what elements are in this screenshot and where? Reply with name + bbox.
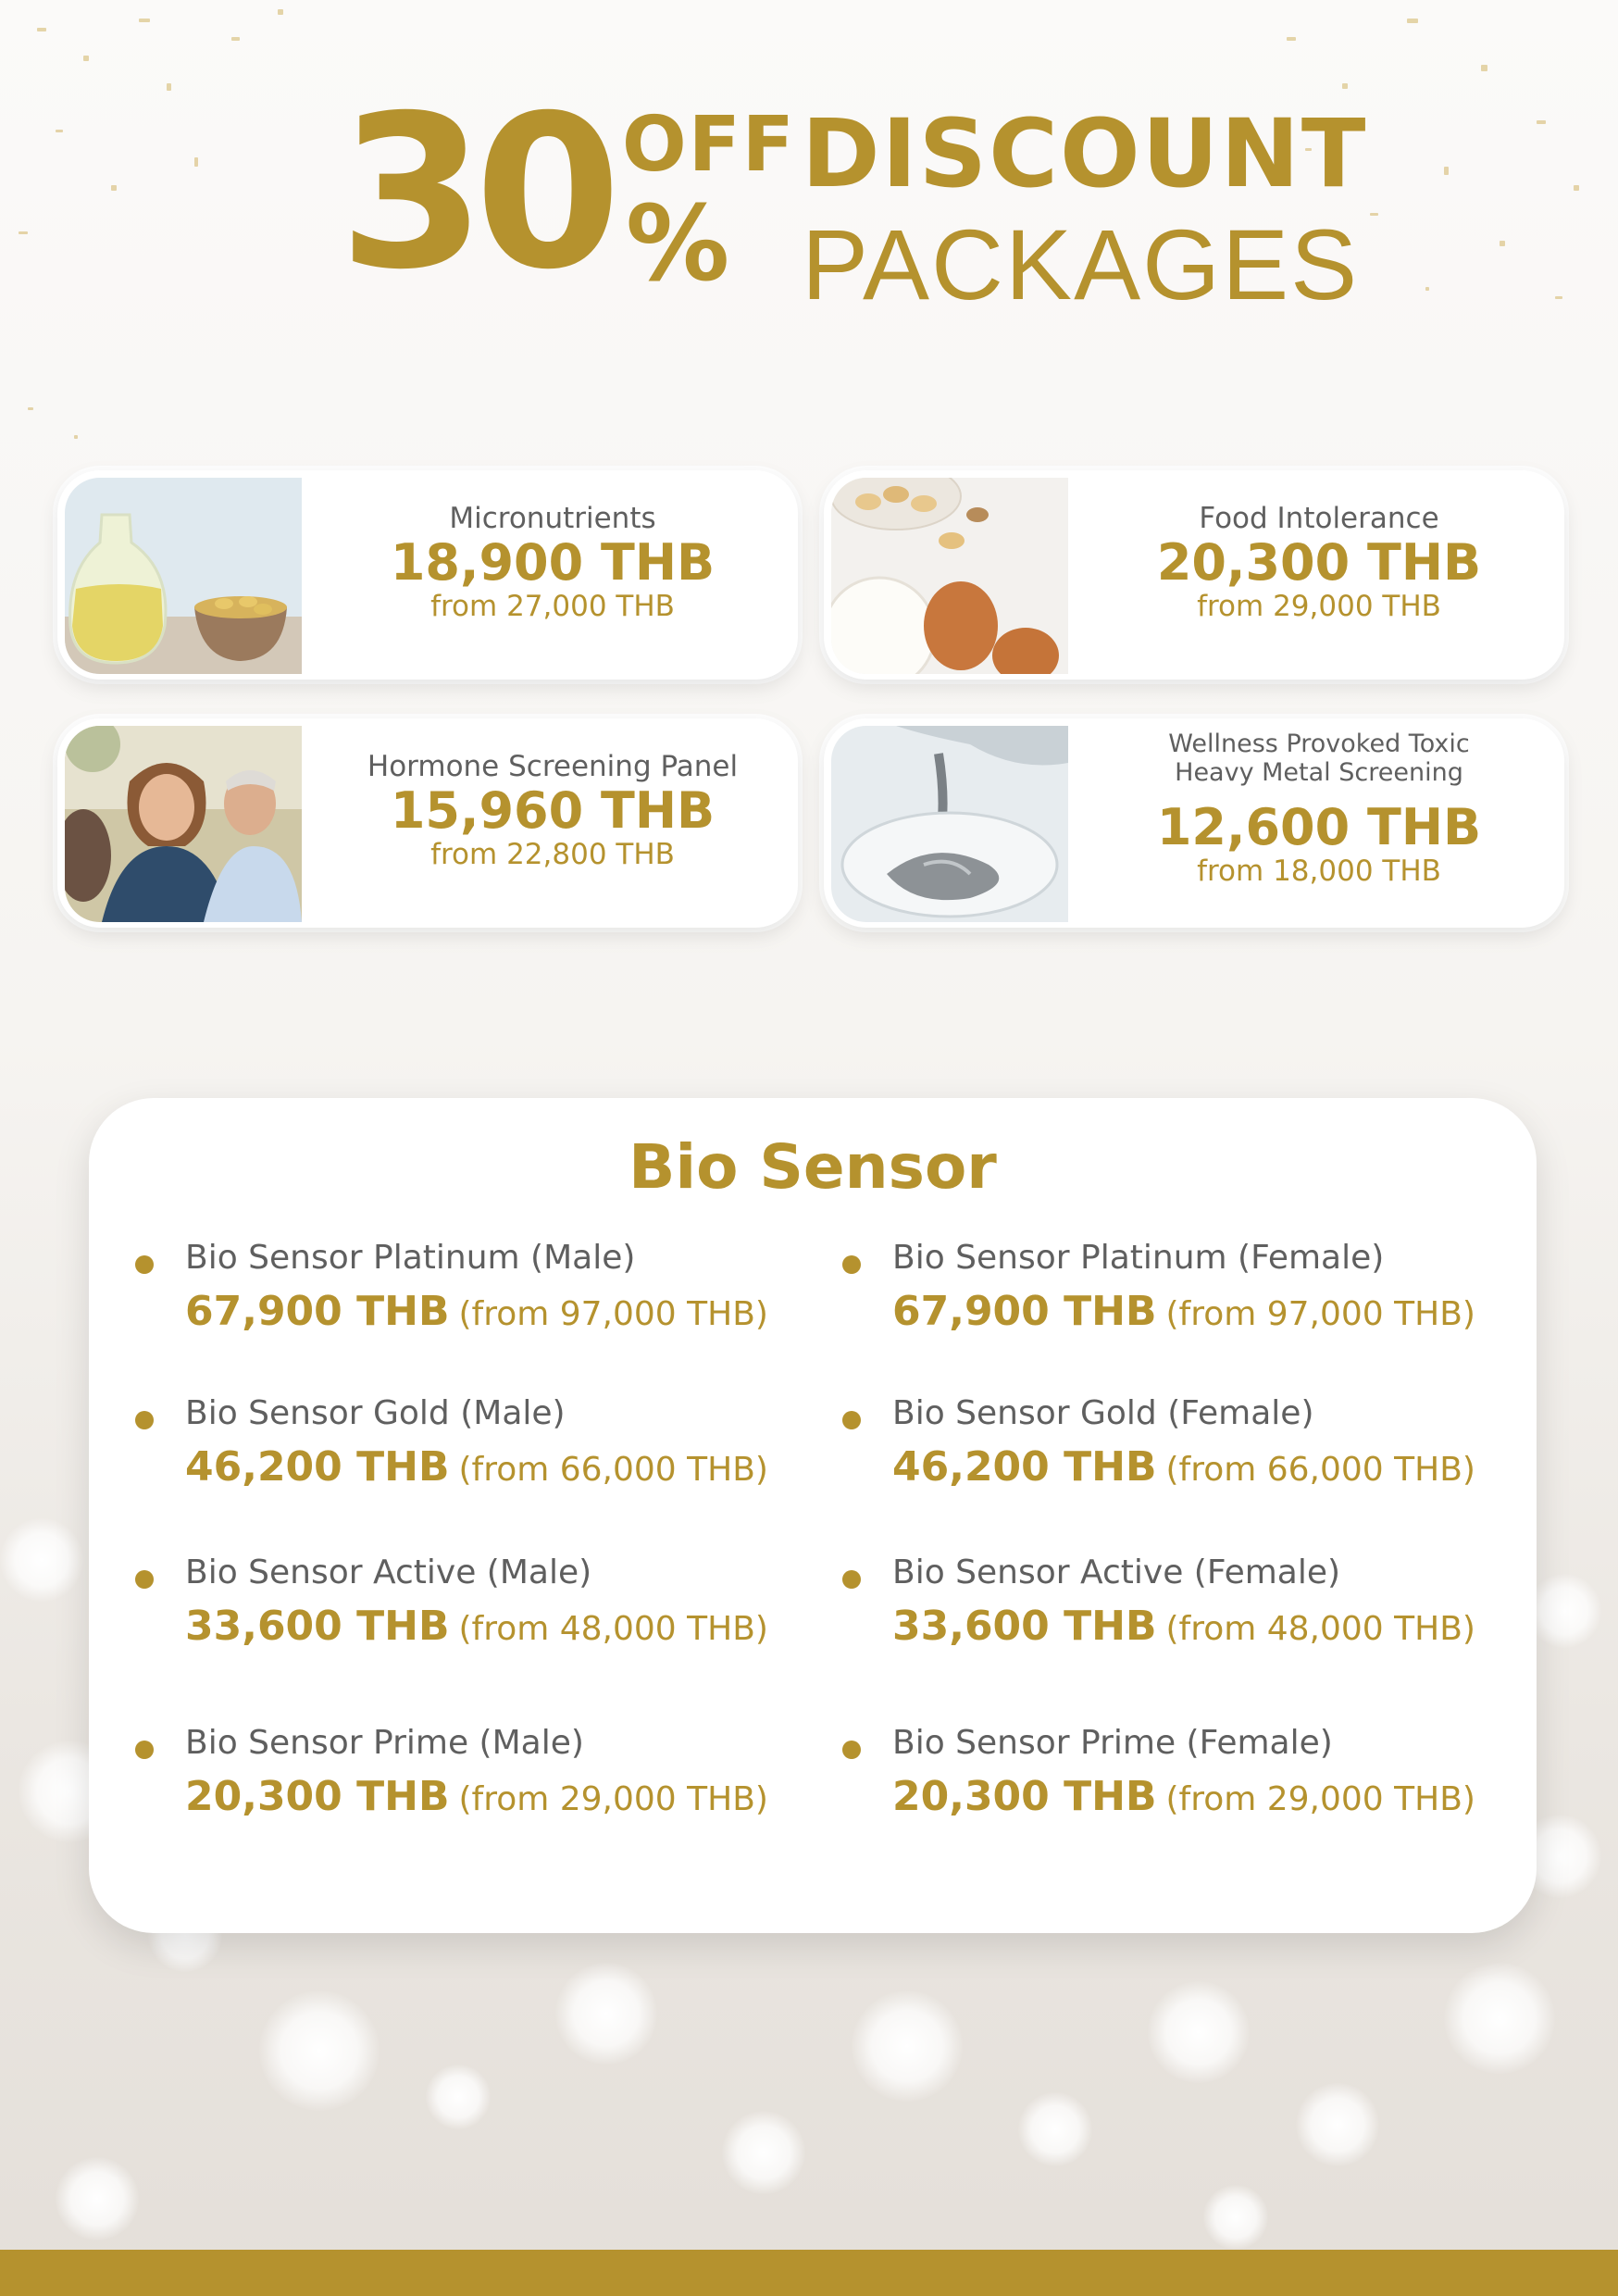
packages-label: PACKAGES [802,208,1360,320]
package-original-price: from 27,000 THB [430,590,675,624]
package-card-food-intolerance[interactable] [824,470,1564,680]
bio-sensor-item[interactable] [842,1239,1509,1335]
bio-sensor-panel [89,1098,1537,1933]
bio-sensor-item[interactable] [842,1554,1509,1650]
bio-sensor-item-price: 20,300 THB [892,1773,1157,1820]
bullet-icon [135,1411,154,1429]
bio-sensor-item-price: 46,200 THB [185,1443,450,1491]
package-price: 12,600 THB [1156,798,1482,856]
bio-sensor-item-name: Bio Sensor Gold (Male) [185,1394,566,1432]
promo-headline [0,69,1618,333]
bio-sensor-item-name: Bio Sensor Prime (Male) [185,1724,584,1762]
bio-sensor-item-original-price: (from 66,000 THB) [1165,1451,1475,1489]
discount-number: 30 [339,69,611,316]
bullet-icon [135,1255,154,1274]
package-card-hormone-screening[interactable] [57,718,798,928]
bio-sensor-item-original-price: (from 29,000 THB) [1165,1780,1475,1818]
bio-sensor-item-price: 20,300 THB [185,1773,450,1820]
package-original-price: from 29,000 THB [1197,590,1441,624]
bio-sensor-item-name: Bio Sensor Active (Male) [185,1554,592,1591]
bio-sensor-item-name: Bio Sensor Platinum (Female) [892,1239,1385,1277]
oil-capsules-photo [65,478,302,674]
package-name: Micronutrients [449,502,656,535]
package-card-micronutrients[interactable] [57,470,798,680]
eggs-nuts-milk-photo [831,478,1068,674]
package-price: 20,300 THB [1156,533,1482,592]
bullet-icon [135,1570,154,1589]
bio-sensor-item-original-price: (from 97,000 THB) [1165,1295,1475,1333]
bullet-icon [842,1741,861,1759]
package-info [326,470,779,680]
smiling-couple-photo [65,726,302,922]
bullet-icon [842,1255,861,1274]
package-info [1092,718,1546,928]
bio-sensor-item[interactable] [135,1724,802,1820]
off-label: OFF [622,101,796,189]
package-name-line2: Heavy Metal Screening [1175,758,1463,787]
bio-sensor-item-original-price: (from 66,000 THB) [458,1451,768,1489]
bullet-icon [842,1570,861,1589]
bio-sensor-item-original-price: (from 48,000 THB) [458,1610,768,1648]
bio-sensor-item-name: Bio Sensor Gold (Female) [892,1394,1314,1432]
bio-sensor-title: Bio Sensor [629,1131,997,1203]
package-name: Food Intolerance [1199,502,1439,535]
package-price: 15,960 THB [390,781,716,840]
bio-sensor-item[interactable] [135,1554,802,1650]
bio-sensor-item-price: 33,600 THB [185,1603,450,1650]
package-original-price: from 18,000 THB [1197,855,1441,889]
bio-sensor-item-name: Bio Sensor Active (Female) [892,1554,1341,1591]
bio-sensor-item[interactable] [135,1239,802,1335]
percent-sign: % [626,184,730,305]
footer-gold-bar [0,2250,1618,2296]
liquid-metal-photo [831,726,1068,922]
package-name-line1: Wellness Provoked Toxic [1168,730,1470,758]
bio-sensor-item[interactable] [135,1394,802,1491]
bio-sensor-item-price: 67,900 THB [892,1288,1157,1335]
discount-label: DISCOUNT [802,99,1368,209]
bio-sensor-item-name: Bio Sensor Prime (Female) [892,1724,1333,1762]
bio-sensor-item-price: 33,600 THB [892,1603,1157,1650]
package-info [326,718,779,928]
bio-sensor-item-price: 67,900 THB [185,1288,450,1335]
package-original-price: from 22,800 THB [430,838,675,872]
bio-sensor-item-price: 46,200 THB [892,1443,1157,1491]
package-price: 18,900 THB [390,533,716,592]
bio-sensor-item[interactable] [842,1724,1509,1820]
package-name: Hormone Screening Panel [367,750,739,783]
bullet-icon [135,1741,154,1759]
bio-sensor-item[interactable] [842,1394,1509,1491]
bio-sensor-item-original-price: (from 29,000 THB) [458,1780,768,1818]
bio-sensor-item-name: Bio Sensor Platinum (Male) [185,1239,636,1277]
bullet-icon [842,1411,861,1429]
package-info [1092,470,1546,680]
package-card-heavy-metal-screening[interactable] [824,718,1564,928]
bio-sensor-item-original-price: (from 48,000 THB) [1165,1610,1475,1648]
bio-sensor-item-original-price: (from 97,000 THB) [458,1295,768,1333]
